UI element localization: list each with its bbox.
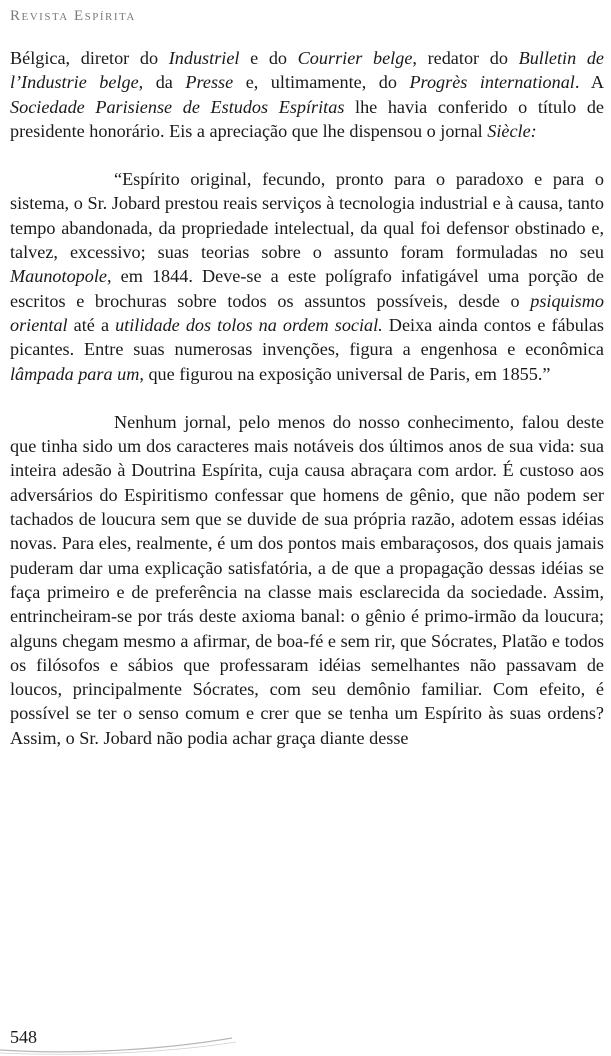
text-run: Deixa ainda contos e fábulas picantes. Entre suas numerosas invenções, figura a engenhosa e econômica [10,314,604,360]
text-run: Nenhum jornal, pelo menos do nosso conhecimento, falou deste que tinha sido um dos caracteres mais notáveis dos últimos anos de sua vida: sua inteira adesão à Doutrina Espírita, cuja causa abraçara com ardor. É custoso aos adversários do Espiritismo confessar que homens de gênio, que não podem ser tachados de loucura sem que se duvide de sua própria razão, adotem essas idéias novas. Para eles, realmente, é um dos pontos mais embaraçosos, dos quais jamais puderam dar uma explicação satisfatória, a de que a propagação dessas idéias se faça primeiro e de preferência na classe mais esclarecida da sociedade. Assim, entrincheiram-se por trás deste axioma banal: o gênio é primo-irmão da loucura; alguns chegam mesmo a afirmar, de boa-fé e sem rir, que Sócrates, Platão e todos os filósofos e sábios que professaram idéias semelhantes não passavam de loucos, principalmente Sócrates, com seu demônio familiar. Com efeito, é possível se ter o senso comum e crer que se tenha um Espírito às suas ordens? Assim, o Sr. Jobard não podia achar graça diante desse [10,411,604,748]
italic-text-run: utilidade dos tolos na ordem social. [115,314,383,335]
page-number: 548 [10,1027,37,1047]
text-run: . A [574,72,605,93]
italic-text-run: Siècle: [487,120,537,141]
italic-text-run: Bulletin de l’Industrie belge [10,48,604,93]
italic-text-run: Courrier belge [297,48,413,68]
page-body [10,46,604,750]
text-run: Bélgica, diretor do [10,48,169,68]
paragraph-1 [10,46,604,143]
paragraph-2-quote [10,167,604,386]
italic-text-run: Progrès international [409,72,575,93]
text-run: até a [67,314,116,335]
text-run: “Espírito original, fecundo, pronto para o paradoxo e para o sistema, o Sr. Jobard prestou reais serviços à tecnologia industrial e à causa, tanto tempo abandonada, da propriedade intelectual, da qual foi defensor obstinado e, talvez, excessivo; suas teorias sobre o assunto foram formuladas no seu [10,169,604,263]
italic-text-run: Presse [185,72,234,93]
text-run: , em 1844. Deve-se a este polígrafo infatigável uma porção de escritos e brochuras sobre todos os assuntos possíveis, desde o [10,266,604,311]
text-run: e, ultimamente, do [233,72,410,93]
italic-text-run: psiquismo oriental [10,290,604,335]
text-run: e do [239,48,298,68]
paragraph-gap [10,386,604,410]
italic-text-run: lâmpada para um [10,363,140,384]
running-header: Revista Espírita [10,8,136,24]
text-run: , que figurou na exposição universal de Paris, em 1855.” [139,363,551,384]
paragraph-gap [10,143,604,167]
text-run: , redator do [412,48,519,68]
paragraph-3 [10,410,604,750]
italic-text-run: Industriel [168,48,240,68]
text-run: , da [138,72,186,93]
italic-text-run: Sociedade Parisiense de Estudos Espíritas [10,96,345,117]
text-run: lhe havia conferido o título de presidente honorário. Eis a apreciação que lhe dispensou o jornal [10,96,604,141]
italic-text-run: Maunotopole [10,266,107,287]
